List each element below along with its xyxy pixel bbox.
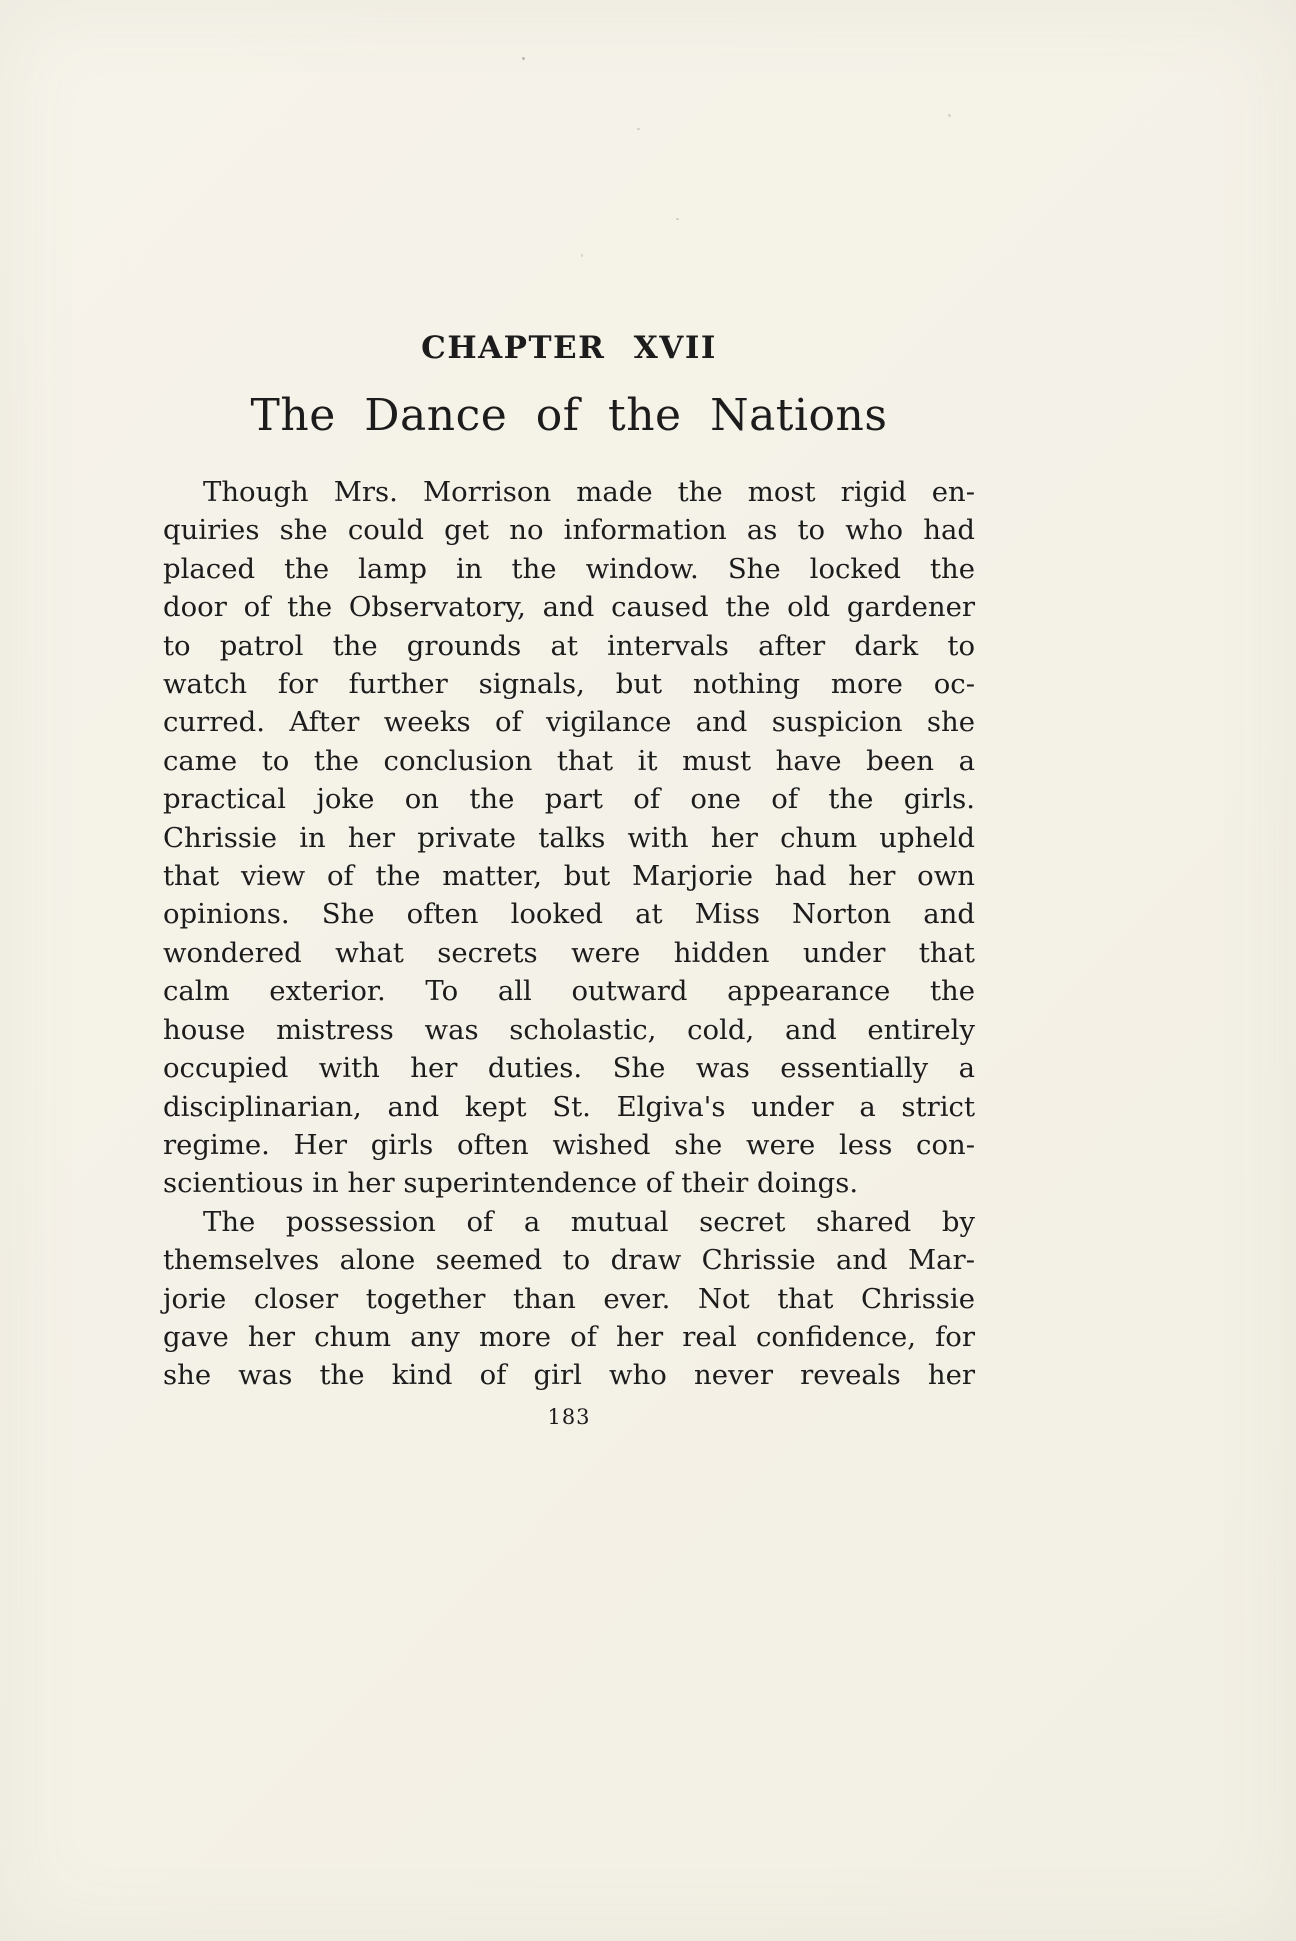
text-line: door of the Observatory, and caused the old gardener (163, 591, 975, 624)
text-line: she was the kind of girl who never reveals her (163, 1359, 975, 1392)
text-line: themselves alone seemed to draw Chrissie and Mar- (163, 1244, 975, 1277)
paragraph (163, 473, 975, 1203)
text-line: placed the lamp in the window. She locked the (163, 552, 975, 585)
text-line: scientious in her superintendence of their doings. (163, 1167, 859, 1200)
text-line: The possession of a mutual secret shared by (203, 1205, 975, 1238)
text-line: watch for further signals, but nothing more oc- (163, 668, 975, 701)
text-line: wondered what secrets were hidden under that (163, 936, 975, 969)
text-line: that view of the matter, but Marjorie had her own (163, 860, 975, 893)
text-line: Though Mrs. Morrison made the most rigid en- (203, 476, 975, 508)
page-title: The Dance of the Nations (250, 390, 888, 441)
text-line: quiries she could get no information as to who had (163, 514, 975, 547)
text-line: opinions. She often looked at Miss Norton and (163, 898, 975, 931)
text-line: Chrissie in her private talks with her chum upheld (163, 821, 975, 854)
body-text (163, 473, 975, 1395)
text-line: jorie closer together than ever. Not that Chrissie (163, 1282, 975, 1315)
text-line: came to the conclusion that it must have been a (163, 744, 975, 777)
text-line: calm exterior. To all outward appearance the (163, 975, 975, 1008)
chapter-heading: CHAPTER XVII (421, 330, 717, 366)
text-line: occupied with her duties. She was essentially a (163, 1052, 975, 1085)
text-line: regime. Her girls often wished she were less con- (163, 1128, 975, 1161)
text-line: gave her chum any more of her real confidence, for (163, 1320, 975, 1353)
text-line: disciplinarian, and kept St. Elgiva's under a strict (163, 1090, 975, 1123)
page-number: 183 (547, 1404, 591, 1429)
text-line: house mistress was scholastic, cold, and entirely (163, 1013, 975, 1046)
paragraph (163, 1203, 975, 1395)
text-line: practical joke on the part of one of the girls. (163, 783, 975, 816)
text-column (163, 0, 975, 1429)
text-line: curred. After weeks of vigilance and suspicion she (163, 706, 975, 739)
text-line: to patrol the grounds at intervals after dark to (163, 629, 975, 662)
